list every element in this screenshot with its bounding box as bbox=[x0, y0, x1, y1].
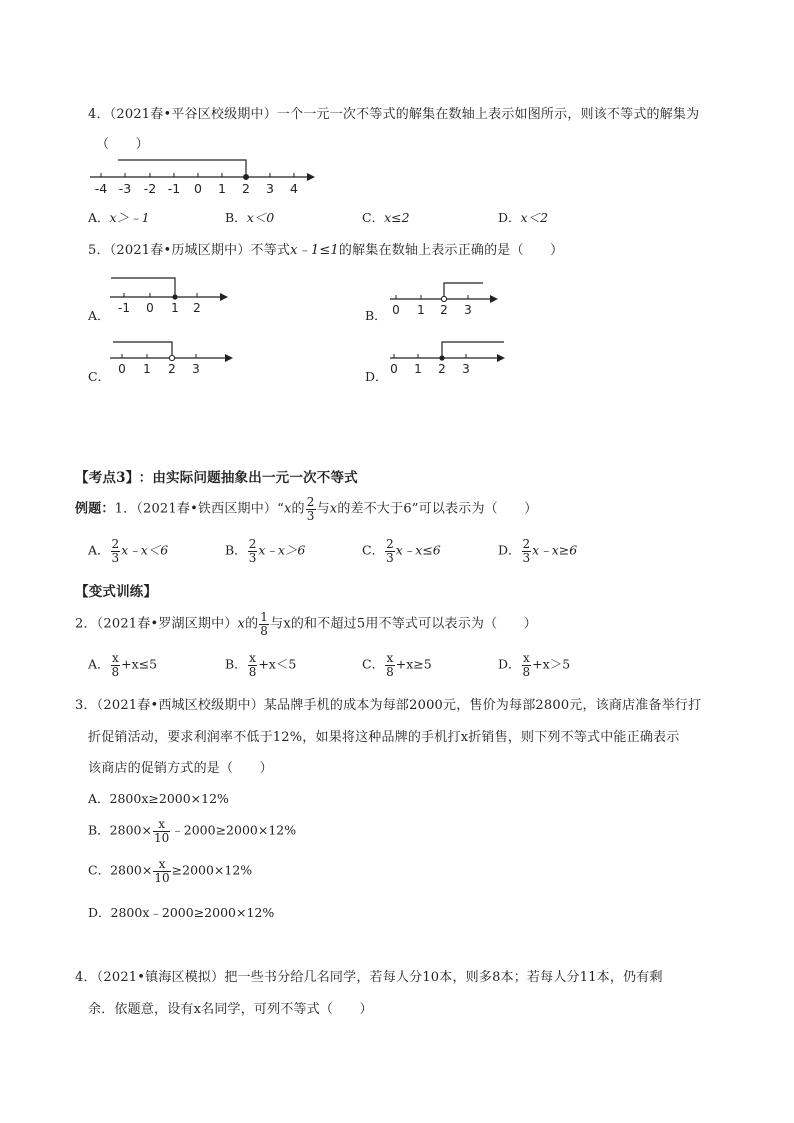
example-option-a[interactable]: A． $\frac{2}{3}$ x﹣x＜6 bbox=[88, 537, 169, 565]
q3-stem-line3: 该商店的促销方式的是（ ） bbox=[88, 761, 273, 776]
q5b-tick-label: 1 bbox=[417, 303, 425, 317]
q5b-tick-label: 0 bbox=[392, 303, 400, 317]
q4-tick-label: -2 bbox=[143, 181, 157, 196]
q4-option-c[interactable]: C．x≤2 bbox=[362, 210, 410, 225]
q5-option-c-number-line[interactable] bbox=[105, 336, 235, 378]
q2-option-b[interactable]: B． $\frac{x}{8}$ +x＜5 bbox=[225, 651, 297, 679]
section-heading-kaodian3: 【考点3】 ：由实际问题抽象出一元一次不等式 bbox=[75, 470, 358, 486]
q4-option-a[interactable]: A．x＞﹣1 bbox=[88, 210, 150, 225]
q4-tick-label: -3 bbox=[118, 181, 132, 196]
q5a-tick-label: 0 bbox=[146, 301, 154, 315]
q5-option-c-letter[interactable]: C． bbox=[88, 369, 111, 384]
q4-tick-label: 3 bbox=[266, 181, 274, 196]
q4-tick-label: 2 bbox=[242, 181, 250, 196]
q5-option-a-number-line[interactable] bbox=[105, 272, 235, 317]
q3-stem-line2: 折促销活动，要求利润率不低于12%，如果将这种品牌的手机打x折销售，则下列不等式中能正确表示 bbox=[88, 730, 680, 745]
q5c-tick-label: 0 bbox=[118, 362, 126, 376]
q4-stem: 4．（2021春•平谷区校级期中）一个一元一次不等式的解集在数轴上表示如图所示，则该不等式的解集为 bbox=[88, 107, 700, 122]
q5c-tick-label: 3 bbox=[192, 362, 200, 376]
q5d-tick-label: 1 bbox=[414, 362, 422, 376]
q4-number-line bbox=[85, 155, 320, 197]
q5a-tick-label: 1 bbox=[171, 301, 179, 315]
q4-tick-label: -1 bbox=[167, 181, 181, 196]
q5a-tick-label: -1 bbox=[118, 301, 130, 315]
fraction-two-thirds: $\frac{2}{3}$ bbox=[306, 495, 315, 523]
q3-option-b[interactable]: B．2800× $\frac{x}{10}$ ﹣2000≥2000×12% bbox=[88, 817, 297, 845]
q5-option-b-number-line[interactable] bbox=[385, 277, 510, 319]
fraction-one-eighth: $\frac{1}{8}$ bbox=[260, 610, 269, 638]
q3-option-c[interactable]: C．2800× $\frac{x}{10}$ ≥2000×12% bbox=[88, 857, 253, 885]
q5-option-d-number-line[interactable] bbox=[385, 336, 515, 378]
q5c-tick-label: 2 bbox=[168, 362, 176, 376]
q5d-tick-label: 2 bbox=[438, 362, 446, 376]
q4-tick-label: -4 bbox=[94, 181, 108, 196]
q4-option-b[interactable]: B．x＜0 bbox=[225, 210, 275, 225]
q5a-tick-label: 2 bbox=[193, 301, 201, 315]
q4-answer-paren: （ ） bbox=[96, 137, 149, 152]
q5-option-a-letter[interactable]: A． bbox=[88, 308, 110, 323]
q4b-stem-line2: 余．依题意，设有x名同学，可列不等式（ ） bbox=[88, 1002, 373, 1017]
q5c-tick-label: 1 bbox=[143, 362, 151, 376]
q4-option-d[interactable]: D．x＜2 bbox=[498, 210, 549, 225]
q2-option-c[interactable]: C． $\frac{x}{8}$ +x≥5 bbox=[362, 651, 432, 679]
q5d-tick-label: 3 bbox=[462, 362, 470, 376]
example-option-b[interactable]: B． $\frac{2}{3}$ x﹣x＞6 bbox=[225, 537, 306, 565]
q5-option-b-letter[interactable]: B． bbox=[365, 308, 387, 323]
example-option-c[interactable]: C． $\frac{2}{3}$ x﹣x≤6 bbox=[362, 537, 441, 565]
section-heading-bianshi: 【变式训练】 bbox=[75, 584, 158, 600]
q2-option-a[interactable]: A． $\frac{x}{8}$ +x≤5 bbox=[88, 651, 158, 679]
q3-option-a[interactable]: A．2800x≥2000×12% bbox=[88, 791, 229, 806]
q5b-tick-label: 3 bbox=[464, 303, 472, 317]
q5d-tick-label: 0 bbox=[390, 362, 398, 376]
q4-tick-label: 1 bbox=[218, 181, 226, 196]
example-option-d[interactable]: D． $\frac{2}{3}$ x﹣x≥6 bbox=[498, 537, 578, 565]
q4b-stem-line1: 4．（2021•镇海区模拟）把一些书分给几名同学，若每人分10本，则多8本；若每人分11本，仍有剩 bbox=[75, 970, 663, 985]
q3-option-d[interactable]: D．2800x﹣2000≥2000×12% bbox=[88, 905, 275, 920]
q3-stem-line1: 3．（2021春•西城区校级期中）某品牌手机的成本为每部2000元，售价为每部2800元，该商店准备举行打 bbox=[75, 698, 702, 713]
q2-option-d[interactable]: D． $\frac{x}{8}$ +x＞5 bbox=[498, 651, 571, 679]
q5-option-d-letter[interactable]: D． bbox=[365, 369, 388, 384]
q5-stem: 5．（2021春•历城区期中）不等式x﹣1≤1的解集在数轴上表示正确的是（ ） bbox=[88, 243, 564, 258]
example-1-stem: 例题：1．（2021春•铁西区期中）“x的 $\frac{2}{3}$ 与x的差不大于6”可以表示为（ ） bbox=[75, 495, 538, 523]
q2-stem: 2．（2021春•罗湖区期中）x的 $\frac{1}{8}$ 与x的和不超过5用不等式可以表示为（ ） bbox=[75, 610, 537, 638]
q5b-tick-label: 2 bbox=[440, 303, 448, 317]
q4-tick-label: 0 bbox=[194, 181, 202, 196]
q4-tick-label: 4 bbox=[290, 181, 298, 196]
